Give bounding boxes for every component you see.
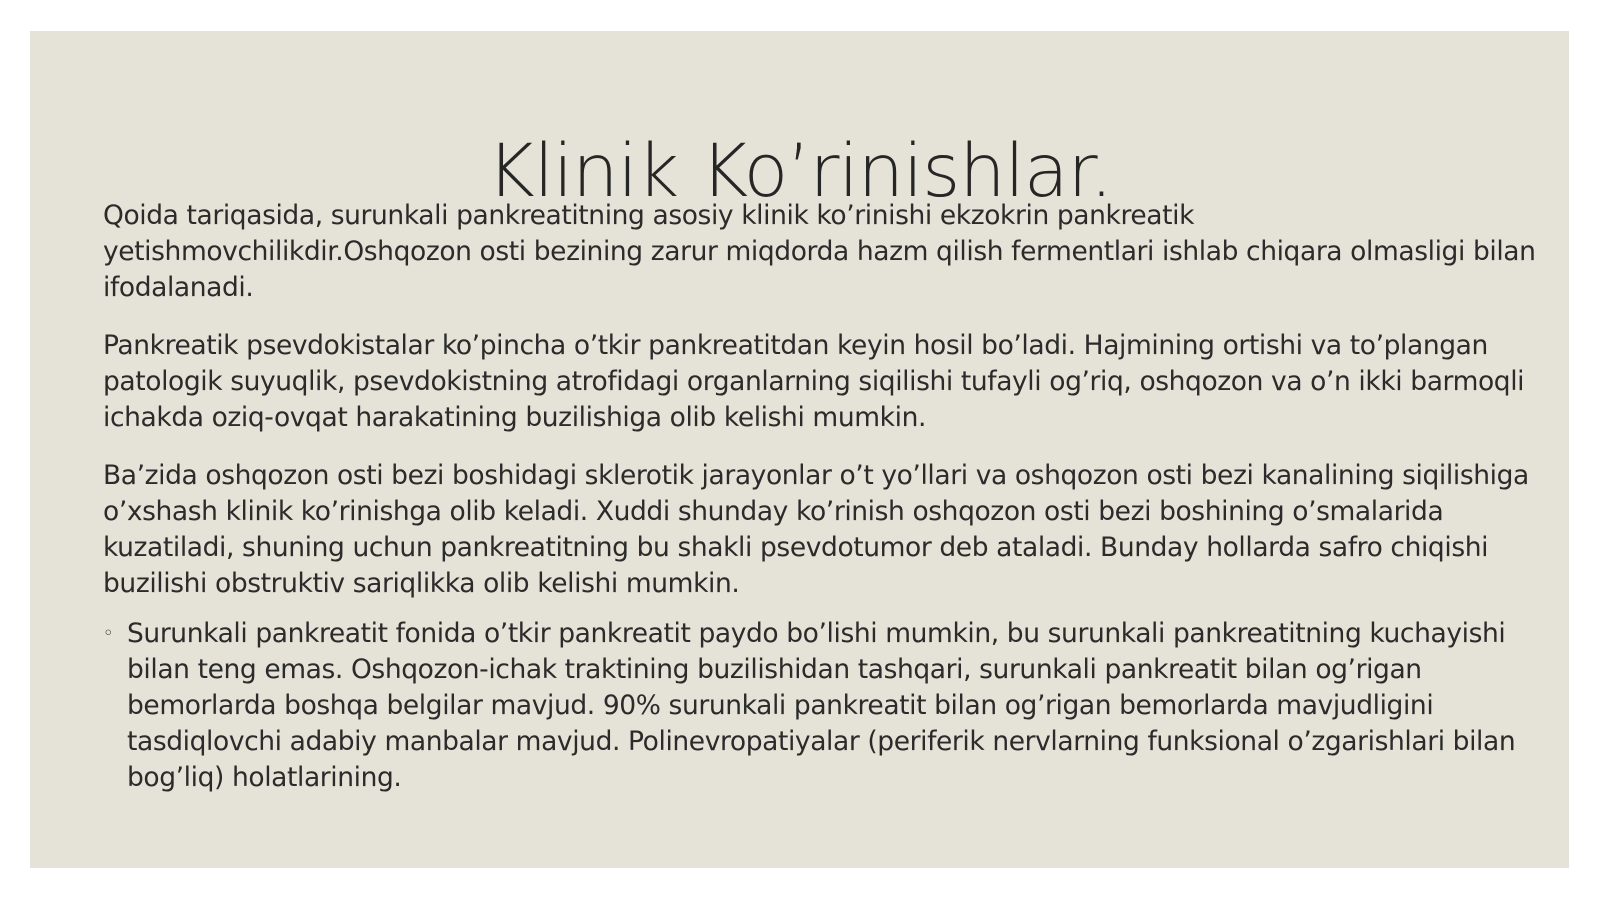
slide-body [103,198,1543,796]
bullet-text: Surunkali pankreatit fonida o’tkir pankreatit paydo bo’lishi mumkin, bu surunkali pankreatitning kuchayishi bilan teng emas. Oshqozon-ichak traktining buzilishidan tashqari, surunkali pankreatit bilan og’rigan bemorlarda boshqa belgilar mavjud. 90% surunkali pankreatit bilan og’rigan bemorlarda mavjudligini tasdiqlovchi adabiy manbalar mavjud. Polinevropatiyalar (periferik nervlarning funksional o’zgarishlari bilan bog’liq) holatlarining. [127,618,1516,793]
paragraph-1: Qoida tariqasida, surunkali pankreatitning asosiy klinik ko’rinishi ekzokrin pankreatik yetishmovchilikdir.Oshqozon osti bezining zarur miqdorda hazm qilish fermentlari ishlab chiqara olmasligi bilan ifodalanadi. [103,200,1536,303]
paragraph-3: Ba’zida oshqozon osti bezi boshidagi sklerotik jarayonlar o’t yo’llari va oshqozon osti bezi kanalining siqilishiga o’xshash klinik ko’rinishga olib keladi. Xuddi shunday ko’rinish oshqozon osti bezi boshining o’smalarida kuzatiladi, shuning uchun pankreatitning bu shakli psevdotumor deb ataladi. Bunday hollarda safro chiqishi buzilishi obstruktiv sariqlikka olib kelishi mumkin. [103,460,1529,599]
paragraph-2: Pankreatik psevdokistalar ko’pincha o’tkir pankreatitdan keyin hosil bo’ladi. Hajmining ortishi va to’plangan patologik suyuqlik, psevdokistning atrofidagi organlarning siqilishi tufayli og’riq, oshqozon va o’n ikki barmoqli ichakda oziq-ovqat harakatining buzilishiga olib kelishi mumkin. [103,330,1525,433]
bullet-item [103,616,1543,796]
slide-title: Klinik Ko’rinishlar. [486,129,1113,214]
slide [30,31,1569,868]
bullet-circle-icon: ◦ [103,623,114,644]
